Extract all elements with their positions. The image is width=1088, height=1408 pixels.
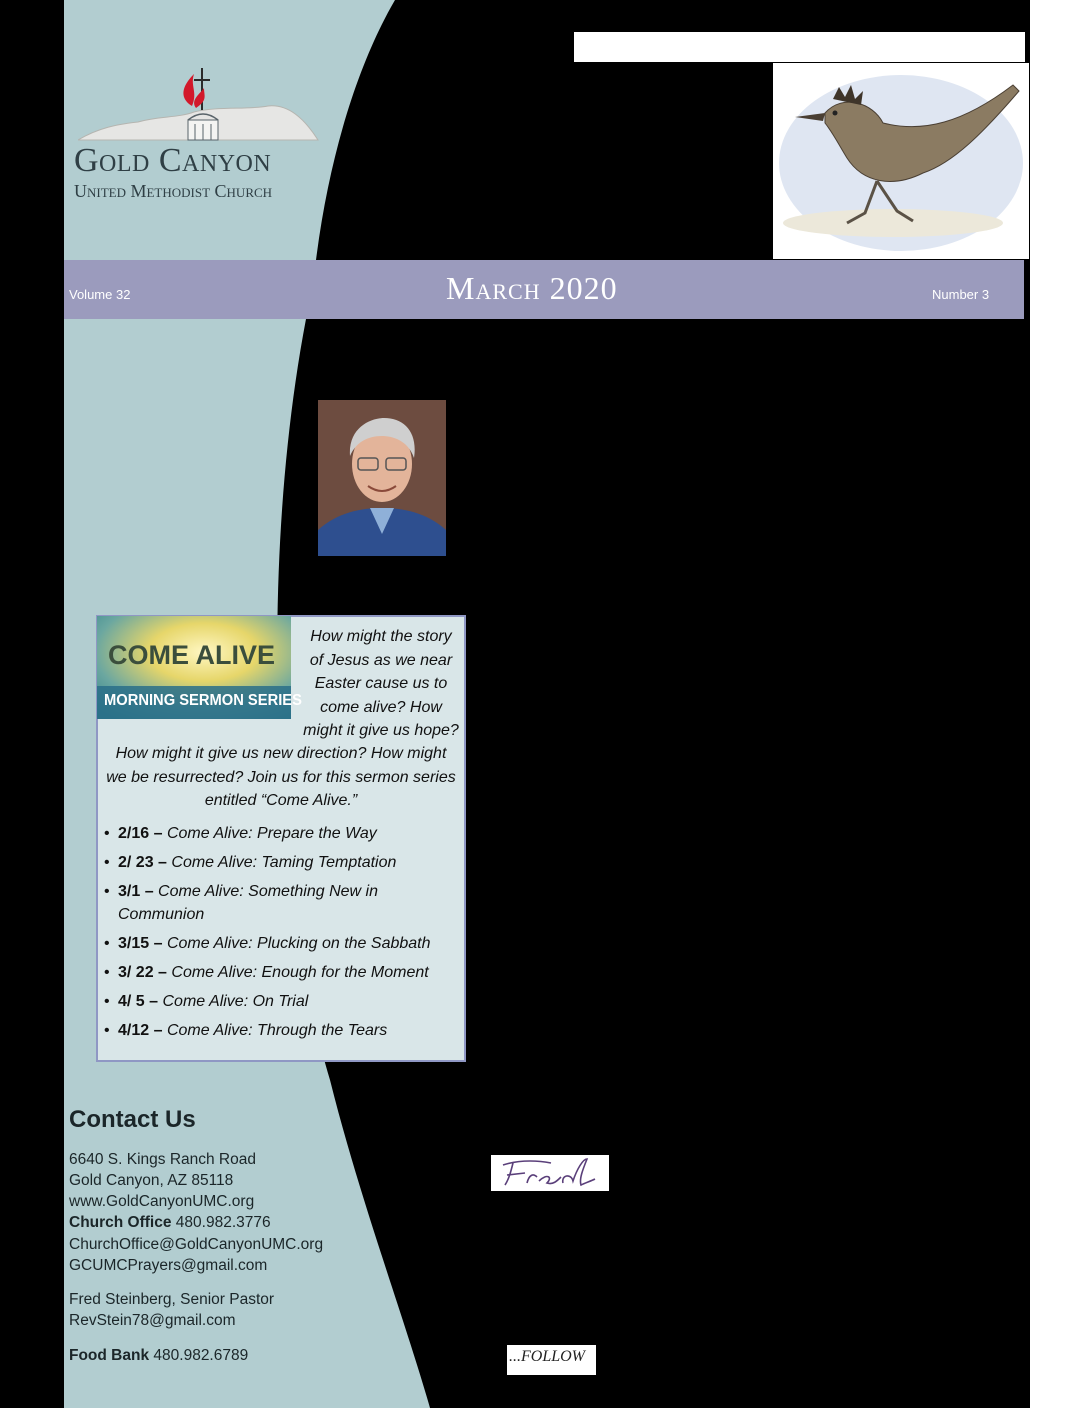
sermon-date: 2/ 23 –: [118, 854, 167, 871]
church-logo-icon: [78, 66, 322, 144]
sermon-title: Come Alive: Taming Temptation: [171, 854, 397, 871]
address-line-2: Gold Canyon, AZ 85118: [69, 1172, 234, 1189]
list-item: • 3/15 – Come Alive: Plucking on the Sabbath: [104, 935, 431, 952]
contact-heading: Contact Us: [69, 1106, 196, 1133]
roadrunner-image: [773, 63, 1029, 259]
roadrunner-icon: [773, 63, 1029, 259]
church-office-phone: 480.982.3776: [175, 1214, 271, 1231]
food-bank-phone: 480.982.6789: [153, 1347, 249, 1364]
office-email-link[interactable]: ChurchOffice@GoldCanyonUMC.org: [69, 1236, 324, 1253]
sermon-intro-line: Easter cause us to: [314, 675, 448, 692]
header-white-bar: [574, 32, 1025, 62]
sermon-date: 4/12 –: [118, 1022, 163, 1039]
sermon-intro-line: How might the story: [310, 628, 452, 645]
address-line-1: 6640 S. Kings Ranch Road: [69, 1151, 256, 1168]
list-item: • 4/12 – Come Alive: Through the Tears: [104, 1022, 388, 1039]
church-name: Gold Canyon: [74, 142, 272, 179]
sermon-description-line: entitled “Come Alive.”: [204, 792, 358, 809]
sermon-date: 3/15 –: [118, 935, 163, 952]
sermon-intro-line: come alive? How: [320, 698, 442, 716]
food-bank-line: [69, 1347, 248, 1365]
sermon-title: Come Alive: Plucking on the Sabbath: [166, 935, 431, 952]
list-item: • 3/1 – Come Alive: Something New in Communion: [104, 883, 378, 923]
come-alive-image-title: COME ALIVE: [108, 640, 276, 670]
prayer-email-link[interactable]: GCUMCPrayers@gmail.com: [69, 1257, 268, 1274]
church-office-line: [69, 1214, 271, 1232]
sermon-title: Come Alive: Something New in Communion: [118, 883, 378, 923]
sermon-description-line: How might it give us new direction? How might: [115, 745, 447, 762]
sermon-intro-line: of Jesus as we near: [309, 651, 453, 669]
newsletter-date-title: March 2020: [446, 270, 618, 306]
volume-label: Volume 32: [69, 287, 131, 302]
website-link[interactable]: www.GoldCanyonUMC.org: [69, 1193, 255, 1210]
church-subtitle: United Methodist Church: [74, 181, 273, 201]
sermon-title: Come Alive: On Trial: [162, 993, 309, 1010]
sermon-date: 3/ 22 –: [118, 964, 167, 981]
sermon-description: [98, 742, 464, 813]
list-item: • 2/16 – Come Alive: Prepare the Way: [104, 825, 377, 842]
pastor-name: Fred Steinberg, Senior Pastor: [69, 1291, 275, 1308]
come-alive-image-subtitle: MORNING SERMON SERIES: [104, 692, 302, 709]
list-item: • 2/ 23 – Come Alive: Taming Temptation: [104, 854, 397, 871]
list-item: • 3/ 22 – Come Alive: Enough for the Moment: [104, 964, 429, 981]
right-page-margin: [1030, 0, 1088, 1408]
food-bank-label: Food Bank: [69, 1347, 150, 1364]
sermon-description-line: we be resurrected? Join us for this sermon series: [106, 768, 456, 786]
follow-text: ...FOLLOW: [509, 1348, 586, 1365]
sermon-schedule-list: [102, 822, 462, 1048]
pastor-signature: [491, 1155, 609, 1191]
sermon-intro: [296, 625, 466, 743]
pastor-photo: [318, 400, 446, 556]
list-item: • 4/ 5 – Come Alive: On Trial: [104, 993, 309, 1010]
sermon-title: Come Alive: Through the Tears: [166, 1022, 388, 1039]
sermon-date: 4/ 5 –: [118, 993, 159, 1010]
sermon-title: Come Alive: Prepare the Way: [166, 825, 377, 842]
sermon-date: 3/1 –: [118, 883, 154, 900]
sermon-date: 2/16 –: [118, 825, 163, 842]
pastor-portrait-icon: [318, 400, 446, 556]
sermon-intro-line: might it give us hope?: [303, 722, 459, 739]
church-office-label: Church Office: [69, 1214, 172, 1231]
sermon-title: Come Alive: Enough for the Moment: [171, 964, 429, 981]
signature-icon: [491, 1155, 609, 1191]
pastor-email-link[interactable]: RevStein78@gmail.com: [69, 1312, 236, 1329]
issue-number: Number 3: [932, 287, 990, 302]
